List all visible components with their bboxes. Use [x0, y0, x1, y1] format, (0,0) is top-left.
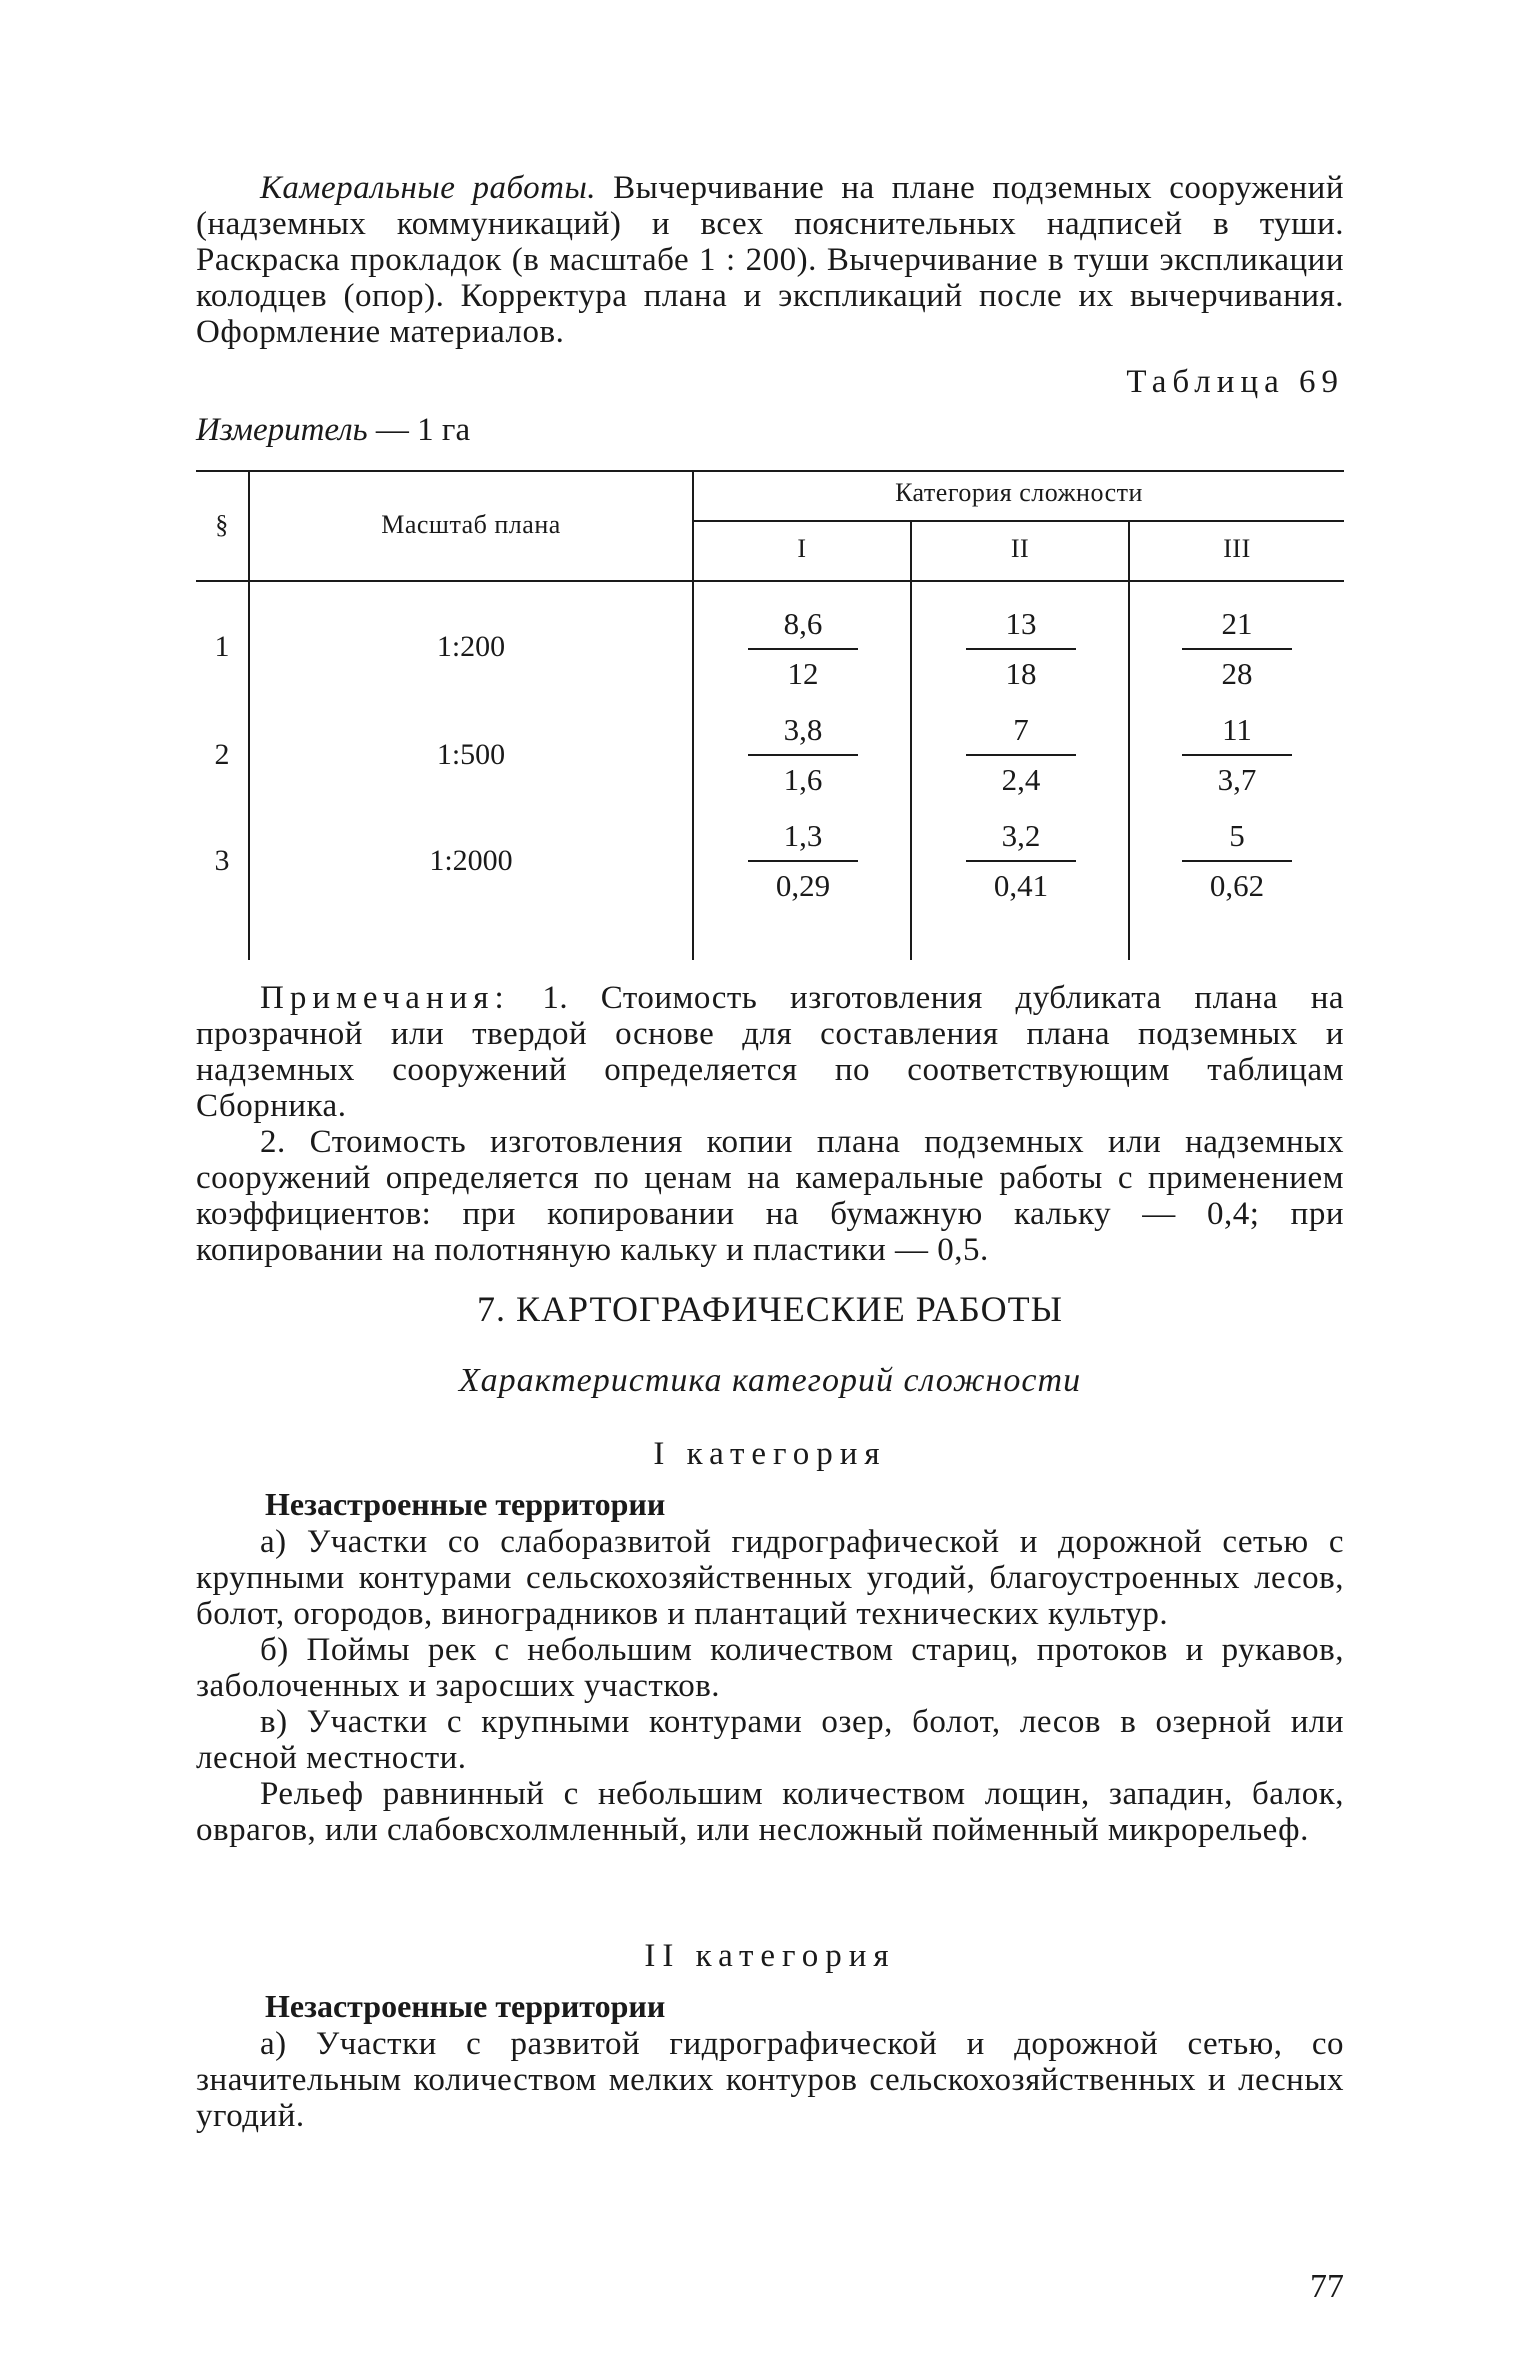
category-2-subheading: Незастроенные территории	[265, 1988, 666, 2024]
row-scale: 1:2000	[429, 844, 513, 877]
fraction-bar	[966, 754, 1076, 756]
header-cat-col: II	[1010, 534, 1030, 563]
fraction-bar	[1182, 648, 1292, 650]
measure-value: — 1 га	[375, 412, 471, 448]
value-numerator: 7	[1013, 712, 1029, 747]
table-label: Таблица 69	[1126, 364, 1344, 400]
note-1-text: 1. Стоимость изготовления дубликата плана на прозрачной или твердой основе для составления плана подземных и надземных сооружений определяется по соответствующим таблицам Сборника.	[196, 980, 1344, 1124]
category-1-title: I категория	[653, 1436, 887, 1472]
value-numerator: 3,2	[1001, 818, 1041, 853]
row-num: 2	[214, 738, 230, 771]
table-col-divider	[910, 520, 912, 960]
intro-paragraph	[196, 170, 1344, 350]
notes-label: Примечания:	[260, 980, 510, 1016]
category-1-item-b: б) Поймы рек с небольшим количеством стариц, протоков и рукавов, заболоченных и заросших участков.	[196, 1632, 1344, 1704]
category-1-body	[196, 1524, 1344, 1848]
category-2-title: II категория	[644, 1938, 896, 1974]
fraction-bar	[748, 860, 858, 862]
row-value	[966, 708, 1076, 802]
value-denominator: 0,29	[775, 868, 831, 903]
table-col-divider	[248, 470, 250, 960]
value-denominator: 0,62	[1209, 868, 1265, 903]
note-2: 2. Стоимость изготовления копии плана подземных или надземных сооружений определяется по ценам на камеральные работы с применением коэффициентов: при копировании на бумажную кальку — 0,4; при копировании на полотняную кальку и пластики — 0,5.	[196, 1124, 1344, 1268]
header-scale: Масштаб плана	[381, 510, 561, 539]
value-numerator: 11	[1222, 712, 1252, 747]
fraction-bar	[1182, 754, 1292, 756]
intro-text: Вычерчивание на плане подземных сооружений (надземных коммуникаций) и всех пояснительных надписей в туши. Раскраска прокладок (в масштабе 1 : 200). Вычерчивание в туши экспликации колодцев (опор). Корректура плана и экспликаций после их вычерчивания. Оформление материалов.	[196, 170, 1344, 350]
table-col-divider	[1128, 520, 1130, 960]
row-scale: 1:500	[436, 738, 506, 771]
value-denominator: 3,7	[1217, 762, 1257, 797]
header-cat-col: III	[1223, 534, 1251, 563]
value-numerator: 3,8	[783, 712, 823, 747]
row-num: 3	[214, 844, 230, 877]
table-header-rule	[196, 580, 1344, 582]
header-category: Категория сложности	[895, 478, 1143, 507]
value-denominator: 28	[1221, 656, 1253, 691]
value-numerator: 5	[1229, 818, 1245, 853]
fraction-bar	[748, 754, 858, 756]
value-denominator: 12	[787, 656, 819, 691]
value-numerator: 21	[1221, 606, 1253, 641]
measure-label: Измеритель	[196, 412, 368, 448]
value-denominator: 1,6	[783, 762, 823, 797]
section-subtitle: Характеристика категорий сложности	[458, 1362, 1082, 1399]
category-1-item-c: в) Участки с крупными контурами озер, болот, лесов в озерной или лесной местности.	[196, 1704, 1344, 1776]
section-title: 7. КАРТОГРАФИЧЕСКИЕ РАБОТЫ	[476, 1289, 1063, 1329]
header-num: §	[215, 510, 229, 539]
measure-line	[196, 412, 470, 449]
category-2-body	[196, 2026, 1344, 2134]
data-table	[196, 470, 1344, 960]
fraction-bar	[1182, 860, 1292, 862]
category-2-item-a: а) Участки с развитой гидрографической и дорожной сетью, со значительным количеством мелких контуров сельскохозяйственных и лесных угодий.	[196, 2026, 1344, 2134]
row-num: 1	[214, 630, 230, 663]
row-value	[966, 602, 1076, 696]
notes-block	[196, 980, 1344, 1268]
row-value	[1182, 814, 1292, 908]
value-denominator: 2,4	[1001, 762, 1041, 797]
table-top-rule	[196, 470, 1344, 472]
row-value	[748, 814, 858, 908]
header-cat-col: I	[797, 534, 807, 563]
value-numerator: 8,6	[783, 606, 823, 641]
intro-heading: Камеральные работы.	[260, 170, 597, 206]
category-1-subheading: Незастроенные территории	[265, 1486, 666, 1522]
table-category-rule	[692, 520, 1344, 522]
fraction-bar	[966, 648, 1076, 650]
category-1-relief: Рельеф равнинный с небольшим количеством лощин, западин, балок, оврагов, или слабовсхолмленный, или несложный пойменный микрорельеф.	[196, 1776, 1344, 1848]
fraction-bar	[966, 860, 1076, 862]
row-value	[966, 814, 1076, 908]
value-numerator: 13	[1005, 606, 1037, 641]
intro-block	[196, 170, 1344, 350]
row-value	[748, 602, 858, 696]
row-value	[1182, 602, 1292, 696]
row-scale: 1:200	[436, 630, 506, 663]
value-denominator: 18	[1005, 656, 1037, 691]
page-number: 77	[1310, 2268, 1344, 2305]
row-value	[1182, 708, 1292, 802]
value-numerator: 1,3	[783, 818, 823, 853]
fraction-bar	[748, 648, 858, 650]
row-value	[748, 708, 858, 802]
category-1-item-a: а) Участки со слаборазвитой гидрографической и дорожной сетью с крупными контурами сельскохозяйственных угодий, благоустроенных лесов, болот, огородов, виноградников и плантаций технических культур.	[196, 1524, 1344, 1632]
note-1	[196, 980, 1344, 1124]
value-denominator: 0,41	[993, 868, 1049, 903]
